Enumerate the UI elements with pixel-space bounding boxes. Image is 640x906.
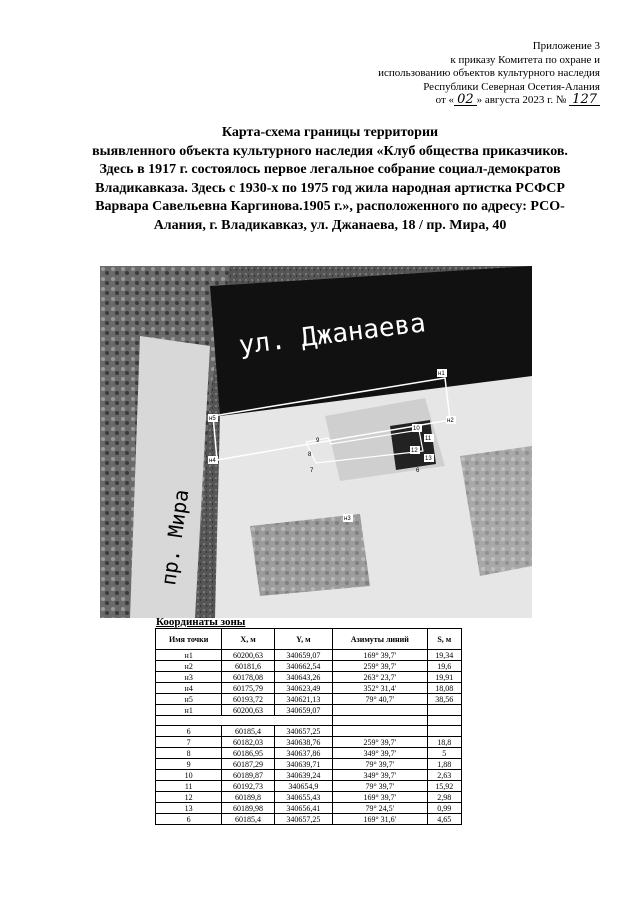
cell-s: 1,88 <box>427 759 461 770</box>
point-label-n2: н2 <box>447 418 454 424</box>
cell-s: 18,8 <box>427 737 461 748</box>
cell-az: 169° 39,7' <box>333 792 427 803</box>
header-azimuth: Азимуты линий <box>333 629 427 650</box>
cell-az: 259° 39,7' <box>333 737 427 748</box>
table-row <box>156 672 462 683</box>
point-label-7: 7 <box>310 468 314 474</box>
cell-name: н3 <box>156 672 222 683</box>
appendix-committee: использованию объектов культурного наследия <box>378 67 600 79</box>
cell-name: н5 <box>156 694 222 705</box>
table-row <box>156 683 462 694</box>
cell-x: 60193,72 <box>222 694 274 705</box>
table-row <box>156 792 462 803</box>
cell-az <box>333 726 427 737</box>
cell-s: 18,08 <box>427 683 461 694</box>
cell-y: 340654,9 <box>274 781 332 792</box>
title-line-5: Варвара Савельевна Каргинова.1905 г.», расположенного по адресу: РСО- <box>95 199 565 214</box>
date-day: 02 <box>454 94 477 106</box>
cell-az: 169° 39,7' <box>333 650 427 661</box>
title-line-3: Здесь в 1917 г. состоялось первое легальное собрание социал-демократов <box>99 162 561 177</box>
cell-y: 340657,25 <box>274 814 332 825</box>
cell-y: 340655,43 <box>274 792 332 803</box>
point-label-10: 10 <box>413 426 420 432</box>
cell-s: 19,91 <box>427 672 461 683</box>
table-row <box>156 694 462 705</box>
cell-az: 169° 31,6' <box>333 814 427 825</box>
point-label-n5: н5 <box>209 416 216 422</box>
cell-az: 259° 39,7' <box>333 661 427 672</box>
cell-az: 349° 39,7' <box>333 748 427 759</box>
table-row <box>156 748 462 759</box>
cell-s: 0,99 <box>427 803 461 814</box>
cell-s: 15,92 <box>427 781 461 792</box>
cell-name: 6 <box>156 726 222 737</box>
cell-x: 60175,79 <box>222 683 274 694</box>
street-label-mira: пр. Мира <box>156 487 194 587</box>
header-distance: S, м <box>427 629 461 650</box>
title-line-4: Владикавказа. Здесь с 1930-х по 1975 год жила народная артистка РСФСР <box>95 180 565 196</box>
table-row <box>156 705 462 716</box>
date-month-year: » августа 2023 г. № <box>476 94 567 106</box>
cell-y: 340656,41 <box>274 803 332 814</box>
appendix-number: Приложение 3 <box>532 40 600 52</box>
cell-s: 38,56 <box>427 694 461 705</box>
cell-name: н2 <box>156 661 222 672</box>
table-header-row <box>156 629 462 650</box>
header-x: X, м <box>222 629 274 650</box>
cell-az: 349° 39,7' <box>333 770 427 781</box>
cell-az: 263° 23,7' <box>333 672 427 683</box>
cell-name: 6 <box>156 814 222 825</box>
appendix-date-line <box>378 94 600 108</box>
table-row <box>156 814 462 825</box>
cell-x: 60200,63 <box>222 705 274 716</box>
cell-s: 2,63 <box>427 770 461 781</box>
cell-az: 79° 40,7' <box>333 694 427 705</box>
cell-x: 60181,6 <box>222 661 274 672</box>
cell-x: 60189,8 <box>222 792 274 803</box>
separator-cell <box>156 716 333 726</box>
cell-s: 19,6 <box>427 661 461 672</box>
cell-y: 340659,07 <box>274 705 332 716</box>
cell-name: 7 <box>156 737 222 748</box>
cell-y: 340639,71 <box>274 759 332 770</box>
table-body-outer-zone <box>156 650 462 716</box>
table-body-inner-zone <box>156 726 462 825</box>
coordinates-table <box>155 628 462 825</box>
map-svg <box>100 266 532 618</box>
point-label-11: 11 <box>425 436 432 442</box>
cell-s: 19,34 <box>427 650 461 661</box>
cell-x: 60187,29 <box>222 759 274 770</box>
cell-x: 60192,73 <box>222 781 274 792</box>
cell-s: 4,65 <box>427 814 461 825</box>
point-label-12: 12 <box>411 448 418 454</box>
cell-name: н1 <box>156 705 222 716</box>
table-row <box>156 770 462 781</box>
cell-x: 60185,4 <box>222 814 274 825</box>
cell-name: н1 <box>156 650 222 661</box>
cell-s: 5 <box>427 748 461 759</box>
separator-row <box>156 716 462 726</box>
cell-name: 9 <box>156 759 222 770</box>
cell-x: 60178,08 <box>222 672 274 683</box>
cell-y: 340638,76 <box>274 737 332 748</box>
cell-name: 10 <box>156 770 222 781</box>
cell-s <box>427 726 461 737</box>
header-point-name: Имя точки <box>156 629 222 650</box>
appendix-header <box>378 40 600 108</box>
cell-y: 340621,13 <box>274 694 332 705</box>
date-prefix: от « <box>435 94 455 106</box>
point-label-n3: н3 <box>344 516 351 522</box>
street-label-dzhanaeva: ул. Джанаева <box>237 308 428 361</box>
cell-az <box>333 705 427 716</box>
appendix-republic: Республики Северная Осетия-Алания <box>423 80 600 93</box>
cell-s <box>427 705 461 716</box>
aerial-map <box>100 266 532 618</box>
table-row <box>156 726 462 737</box>
cell-y: 340662,54 <box>274 661 332 672</box>
cell-y: 340639,24 <box>274 770 332 781</box>
cell-x: 60189,87 <box>222 770 274 781</box>
cell-name: 12 <box>156 792 222 803</box>
separator-cell <box>333 716 427 726</box>
appendix-order-ref: к приказу Комитета по охране и <box>450 53 600 66</box>
cell-x: 60182,03 <box>222 737 274 748</box>
cell-az: 79° 39,7' <box>333 781 427 792</box>
document-title <box>70 124 590 235</box>
table-row <box>156 781 462 792</box>
cell-y: 340637,86 <box>274 748 332 759</box>
cell-x: 60186,95 <box>222 748 274 759</box>
cell-az: 79° 24,5' <box>333 803 427 814</box>
separator-cell <box>427 716 461 726</box>
cell-name: н4 <box>156 683 222 694</box>
table-row <box>156 661 462 672</box>
point-label-6: 6 <box>416 468 420 474</box>
table-row <box>156 803 462 814</box>
point-label-9: 9 <box>316 438 320 444</box>
title-line-6: Алания, г. Владикавказ, ул. Джанаева, 18 / пр. Мира, 40 <box>153 217 507 233</box>
table-row <box>156 759 462 770</box>
cell-y: 340657,25 <box>274 726 332 737</box>
cell-name: 11 <box>156 781 222 792</box>
cell-az: 79° 39,7' <box>333 759 427 770</box>
cell-x: 60189,98 <box>222 803 274 814</box>
cell-x: 60200,63 <box>222 650 274 661</box>
cell-y: 340659,07 <box>274 650 332 661</box>
trees-bottom <box>250 514 370 596</box>
point-label-n4: н4 <box>209 458 216 464</box>
title-line-2: выявленного объекта культурного наследия «Клуб общества приказчиков. <box>92 143 568 159</box>
title-line-1: Карта-схема границы территории <box>221 125 439 140</box>
cell-s: 2,98 <box>427 792 461 803</box>
cell-y: 340623,49 <box>274 683 332 694</box>
cell-x: 60185,4 <box>222 726 274 737</box>
header-y: Y, м <box>274 629 332 650</box>
table-separator <box>156 716 462 726</box>
cell-az: 352° 31,4' <box>333 683 427 694</box>
cell-name: 8 <box>156 748 222 759</box>
point-label-n1: н1 <box>438 371 445 377</box>
order-number: 127 <box>569 94 600 106</box>
coordinates-caption: Координаты зоны <box>156 616 246 628</box>
cell-y: 340643,26 <box>274 672 332 683</box>
table-row <box>156 737 462 748</box>
point-label-13: 13 <box>425 456 432 462</box>
table-row <box>156 650 462 661</box>
cell-name: 13 <box>156 803 222 814</box>
point-label-8: 8 <box>308 452 312 458</box>
